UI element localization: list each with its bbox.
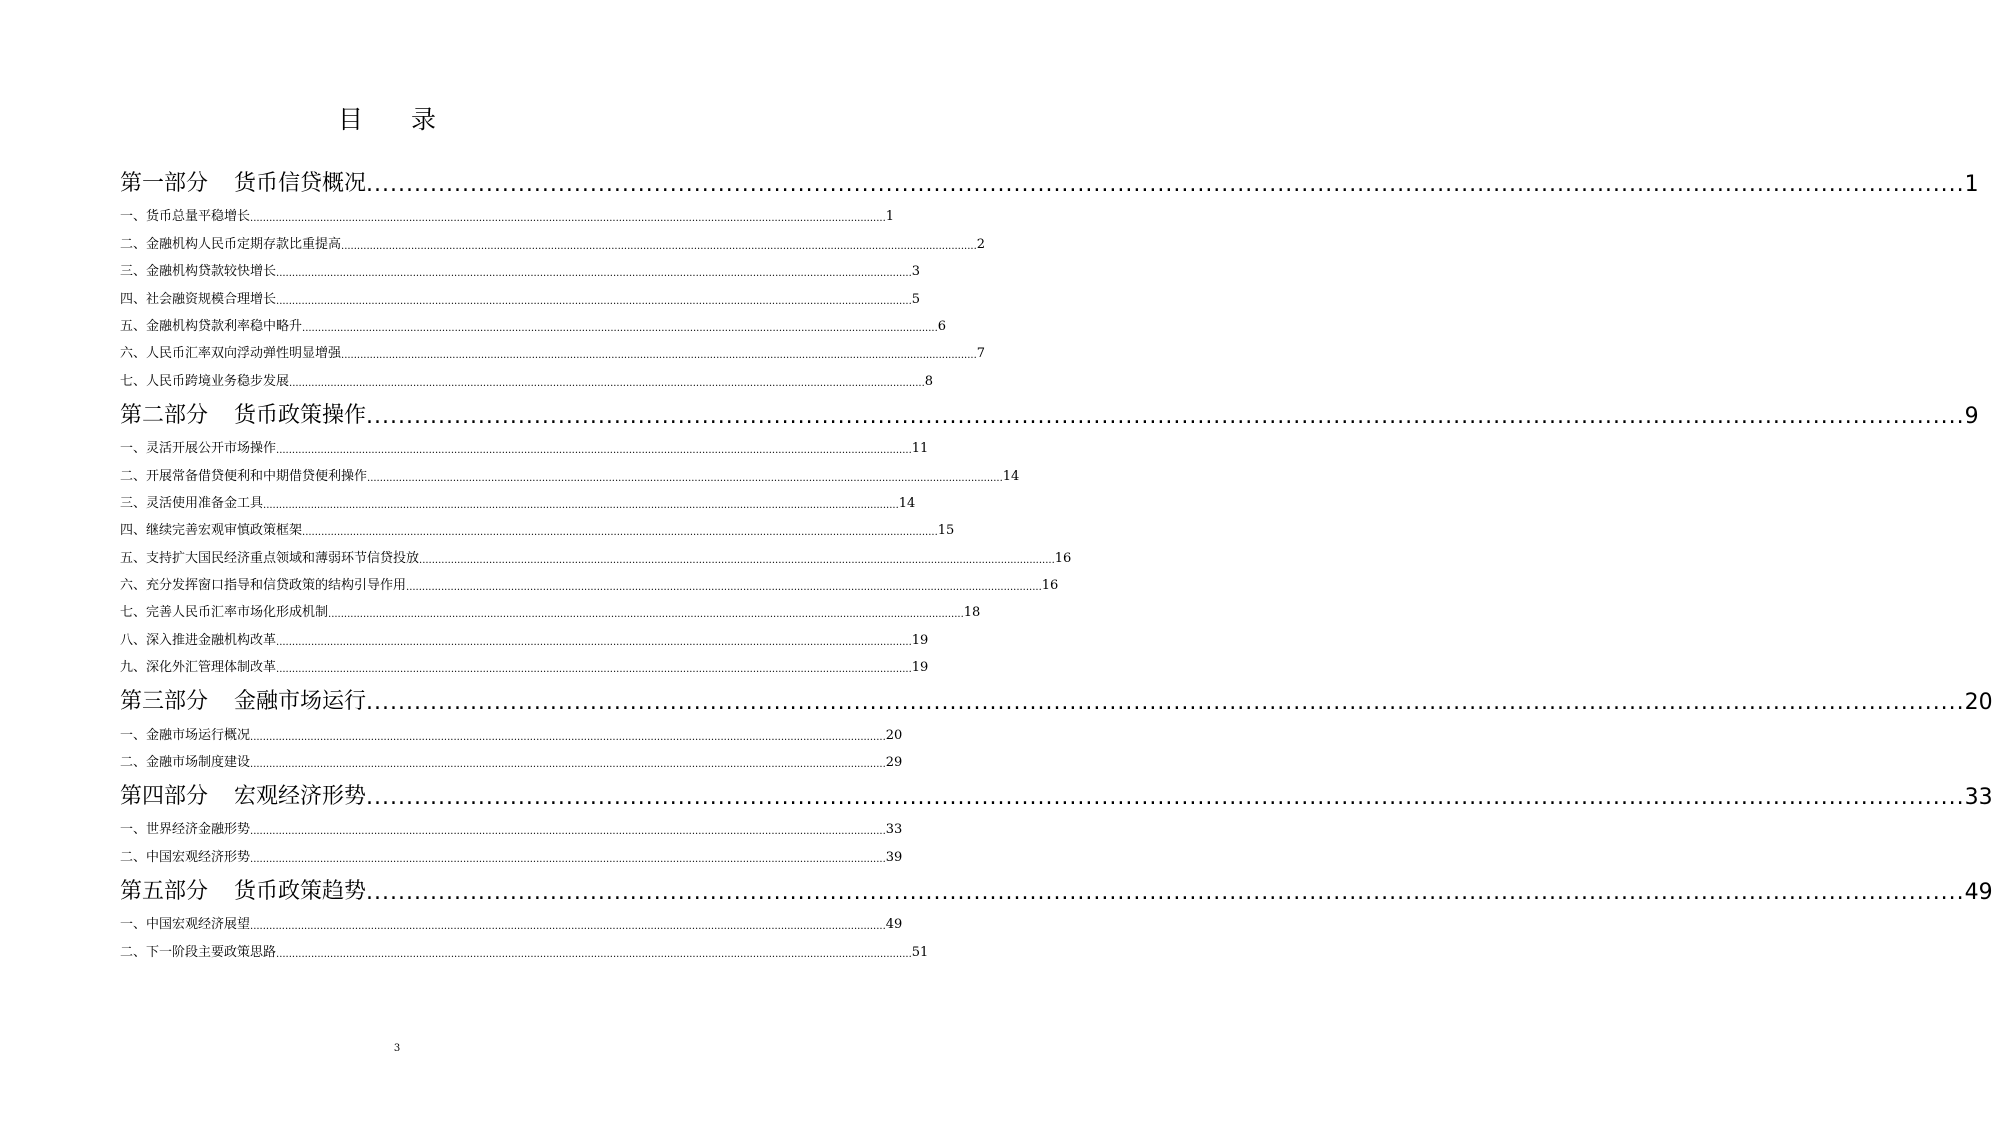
toc-section-page: 2 <box>976 236 986 252</box>
toc-part-entry[interactable] <box>120 157 1979 197</box>
toc-section-entry[interactable] <box>120 715 903 743</box>
dot-leader: ........................................................................................................................................................................................................ <box>302 527 938 539</box>
dot-leader: ........................................................................................................................................................................................................ <box>250 826 886 838</box>
toc-section-label: 一、货币总量平稳增长 <box>120 209 251 225</box>
toc-section-label: 八、深入推进金融机构改革 <box>120 632 277 648</box>
dot-leader: ........................................................................................................................................................................................................ <box>276 295 912 307</box>
toc-section-entry[interactable] <box>120 429 929 457</box>
toc-section-page: 18 <box>963 605 981 621</box>
dot-leader: ........................................................................................................................................................................................................ <box>263 499 899 511</box>
toc-title: 目 录 <box>338 105 456 134</box>
toc-section-label: 三、金融机构贷款较快增长 <box>120 264 277 280</box>
toc-section-label: 九、深化外汇管理体制改革 <box>120 660 277 676</box>
toc-section-label: 一、中国宏观经济展望 <box>120 917 251 933</box>
toc-section-page: 8 <box>924 373 934 389</box>
dot-leader: ........................................................................................................................................................................................................ <box>276 664 912 676</box>
toc-section-label: 二、开展常备借贷便利和中期借贷便利操作 <box>120 468 368 484</box>
toc-section-entry[interactable] <box>120 484 916 511</box>
toc-section-page: 5 <box>911 291 921 307</box>
dot-leader: ........................................................................................................................................................................................................ <box>250 731 886 743</box>
toc-section-label: 四、继续完善宏观审慎政策框架 <box>120 523 303 539</box>
dot-leader: ........................................................................................................................................................................................................ <box>406 582 1042 594</box>
toc-section-label: 四、社会融资规模合理增长 <box>120 291 277 307</box>
toc-section-page: 20 <box>885 727 903 743</box>
dot-leader: ........................................................................................................................................................................................................ <box>250 759 886 771</box>
dot-leader: ........................................................................................................................................................................................................ <box>328 609 964 621</box>
toc-section-entry[interactable] <box>120 307 947 334</box>
toc-section-entry[interactable] <box>120 620 929 648</box>
table-of-contents <box>120 157 1993 960</box>
dot-leader: ........................................................................................................................................................................................................ <box>366 403 1965 429</box>
toc-part-number: 第四部分 <box>120 784 209 810</box>
toc-section-entry[interactable] <box>120 648 929 676</box>
toc-section-label: 七、完善人民币汇率市场化形成机制 <box>120 605 329 621</box>
toc-section-entry[interactable] <box>120 511 955 539</box>
toc-part-number: 第三部分 <box>120 689 209 715</box>
dot-leader: ........................................................................................................................................................................................................ <box>366 690 1965 716</box>
dot-leader: ........................................................................................................................................................................................................ <box>366 785 1965 811</box>
toc-part-name: 货币政策趋势 <box>234 878 367 904</box>
toc-part-name: 宏观经济形势 <box>234 784 367 810</box>
dot-leader: ........................................................................................................................................................................................................ <box>341 240 977 252</box>
toc-section-entry[interactable] <box>120 334 986 362</box>
toc-part-number: 第五部分 <box>120 878 209 904</box>
toc-section-label: 二、金融机构人民币定期存款比重提高 <box>120 236 342 252</box>
dot-leader: ........................................................................................................................................................................................................ <box>276 948 912 960</box>
toc-section-page: 3 <box>911 264 921 280</box>
page-number: 3 <box>393 1043 401 1054</box>
toc-part-name: 金融市场运行 <box>234 689 367 715</box>
toc-part-name: 货币信贷概况 <box>234 171 367 196</box>
toc-part-entry[interactable] <box>120 865 1993 905</box>
toc-section-page: 14 <box>898 495 916 511</box>
toc-section-label: 六、充分发挥窗口指导和信贷政策的结构引导作用 <box>120 578 407 594</box>
toc-section-entry[interactable] <box>120 538 1072 566</box>
toc-part-label <box>120 684 366 715</box>
toc-section-entry[interactable] <box>120 743 903 771</box>
toc-section-page: 39 <box>885 849 903 865</box>
toc-part-label <box>120 779 366 810</box>
toc-section-page: 33 <box>885 822 903 838</box>
toc-section-page: 19 <box>911 632 929 648</box>
toc-section-entry[interactable] <box>120 593 981 621</box>
dot-leader: ........................................................................................................................................................................................................ <box>302 322 938 334</box>
dot-leader: ........................................................................................................................................................................................................ <box>250 213 886 225</box>
toc-section-label: 七、人民币跨境业务稳步发展 <box>120 373 290 389</box>
toc-part-entry[interactable] <box>120 389 1979 429</box>
toc-part-number: 第二部分 <box>120 402 209 428</box>
toc-part-label <box>120 166 366 197</box>
toc-part-name: 货币政策操作 <box>234 402 367 428</box>
toc-part-page: 33 <box>1964 785 1993 811</box>
toc-section-entry[interactable] <box>120 252 921 280</box>
toc-section-page: 29 <box>885 755 903 771</box>
toc-section-entry[interactable] <box>120 905 903 933</box>
toc-section-entry[interactable] <box>120 456 1020 484</box>
toc-part-page: 49 <box>1964 879 1993 905</box>
toc-section-entry[interactable] <box>120 932 929 960</box>
toc-section-page: 51 <box>911 944 929 960</box>
dot-leader: ........................................................................................................................................................................................................ <box>367 472 1003 484</box>
dot-leader: ........................................................................................................................................................................................................ <box>276 268 912 280</box>
dot-leader: ........................................................................................................................................................................................................ <box>250 921 886 933</box>
toc-section-label: 三、灵活使用准备金工具 <box>120 495 264 511</box>
toc-section-page: 7 <box>976 346 986 362</box>
toc-section-label: 二、中国宏观经济形势 <box>120 849 251 865</box>
dot-leader: ........................................................................................................................................................................................................ <box>366 172 1965 197</box>
dot-leader: ........................................................................................................................................................................................................ <box>419 554 1055 566</box>
toc-section-label: 二、金融市场制度建设 <box>120 755 251 771</box>
toc-section-label: 一、世界经济金融形势 <box>120 822 251 838</box>
dot-leader: ........................................................................................................................................................................................................ <box>250 853 886 865</box>
toc-section-label: 一、灵活开展公开市场操作 <box>120 441 277 457</box>
toc-section-entry[interactable] <box>120 361 934 389</box>
toc-section-page: 14 <box>1002 468 1020 484</box>
toc-section-entry[interactable] <box>120 279 921 307</box>
toc-section-page: 11 <box>911 441 929 457</box>
toc-part-page: 9 <box>1964 403 1979 429</box>
toc-section-page: 1 <box>885 209 895 225</box>
toc-section-label: 六、人民币汇率双向浮动弹性明显增强 <box>120 346 342 362</box>
toc-part-page: 1 <box>1964 172 1979 197</box>
toc-section-page: 6 <box>937 318 947 334</box>
toc-part-entry[interactable] <box>120 675 1993 716</box>
toc-section-page: 16 <box>1054 550 1072 566</box>
toc-section-entry[interactable] <box>120 810 903 838</box>
toc-section-page: 49 <box>885 917 903 933</box>
toc-section-page: 16 <box>1041 578 1059 594</box>
toc-section-label: 五、金融机构贷款利率稳中略升 <box>120 318 303 334</box>
toc-section-entry[interactable] <box>120 224 986 252</box>
dot-leader: ........................................................................................................................................................................................................ <box>289 377 925 389</box>
toc-section-label: 一、金融市场运行概况 <box>120 727 251 743</box>
toc-part-label <box>120 398 366 429</box>
dot-leader: ........................................................................................................................................................................................................ <box>276 445 912 457</box>
dot-leader: ........................................................................................................................................................................................................ <box>276 636 912 648</box>
toc-section-page: 15 <box>937 523 955 539</box>
toc-part-label <box>120 874 366 905</box>
toc-part-page: 20 <box>1964 690 1993 716</box>
toc-section-entry[interactable] <box>120 197 895 225</box>
toc-part-number: 第一部分 <box>120 171 209 196</box>
dot-leader: ........................................................................................................................................................................................................ <box>366 879 1965 905</box>
toc-section-page: 19 <box>911 660 929 676</box>
toc-section-label: 五、支持扩大国民经济重点领域和薄弱环节信贷投放 <box>120 550 420 566</box>
dot-leader: ........................................................................................................................................................................................................ <box>341 350 977 362</box>
toc-section-entry[interactable] <box>120 837 903 865</box>
toc-section-label: 二、下一阶段主要政策思路 <box>120 944 277 960</box>
toc-part-entry[interactable] <box>120 770 1993 811</box>
toc-section-entry[interactable] <box>120 566 1059 594</box>
